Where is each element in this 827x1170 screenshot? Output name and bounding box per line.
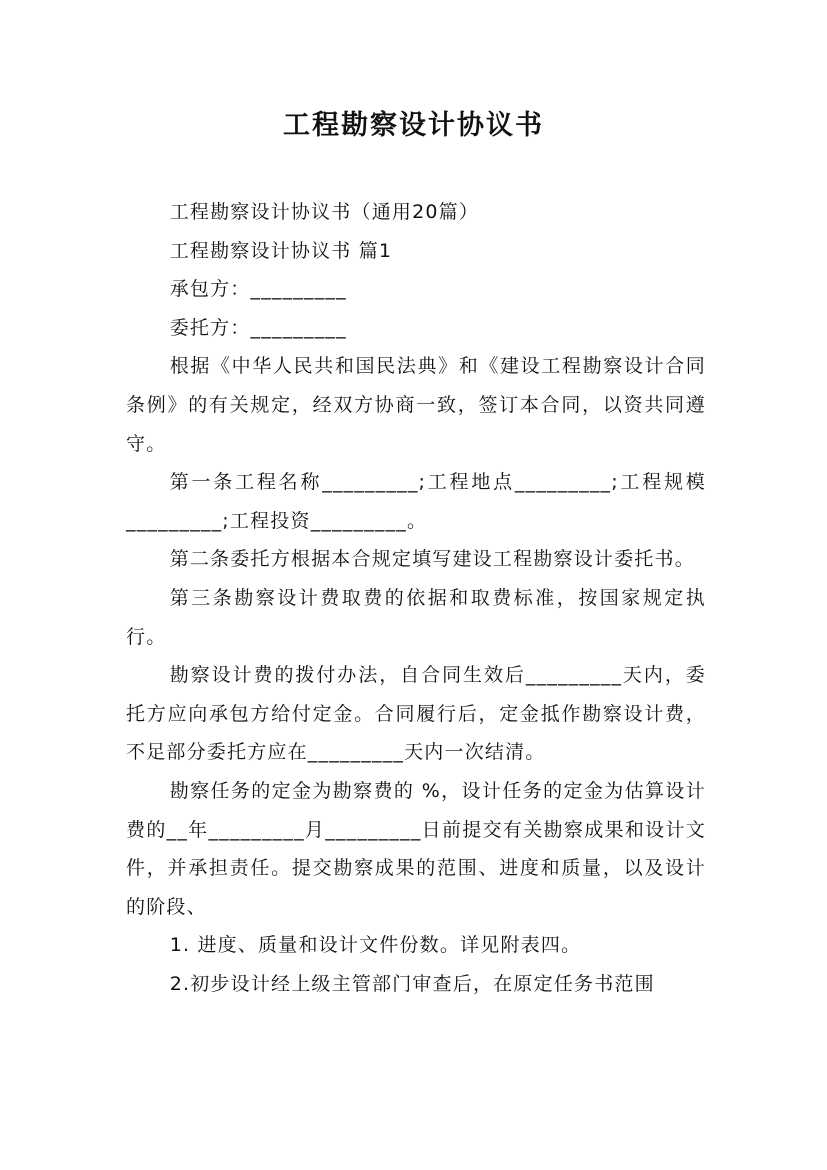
paragraph-contractor: 承包方：_________ [169,278,347,301]
paragraph-section-heading: 工程勘察设计协议书 篇1 [169,239,393,262]
paragraph-article-3: 第三条勘察设计费取费的依据和取费标准，按国家规定执行。 [126,586,706,648]
paragraph-deposit: 勘察任务的定金为勘察费的 %，设计任务的定金为估算设计费的__年_________月_________日前提交有关勘察成果和设计文件，并承担责任。提交勘察成果的范围、进度和质量，以及设计的阶段、 [126,779,706,918]
paragraph-article-2: 第二条委托方根据本合规定填写建设工程勘察设计委托书。 [169,548,695,571]
document-title: 工程勘察设计协议书 [283,110,544,141]
paragraph-client: 委托方：_________ [169,316,347,339]
paragraph-item-2: 2.初步设计经上级主管部门审查后，在原定任务书范围 [169,972,655,995]
paragraph-item-1: 1. 进度、质量和设计文件份数。详见附表四。 [169,934,582,957]
paragraph-subtitle: 工程勘察设计协议书（通用20篇） [169,201,480,223]
paragraph-article-1: 第一条工程名称_________;工程地点_________;工程规模_________;工程投资_________。 [126,471,706,532]
paragraph-payment: 勘察设计费的拨付办法，自合同生效后_________天内，委托方应向承包方给付定金。合同履行后，定金抵作勘察设计费，不足部分委托方应在_________天内一次结清。 [126,664,706,764]
document-body [126,193,706,1003]
paragraph-preamble: 根据《中华人民共和国民法典》和《建设工程勘察设计合同条例》的有关规定，经双方协商一致，签订本合同，以资共同遵守。 [126,355,706,455]
